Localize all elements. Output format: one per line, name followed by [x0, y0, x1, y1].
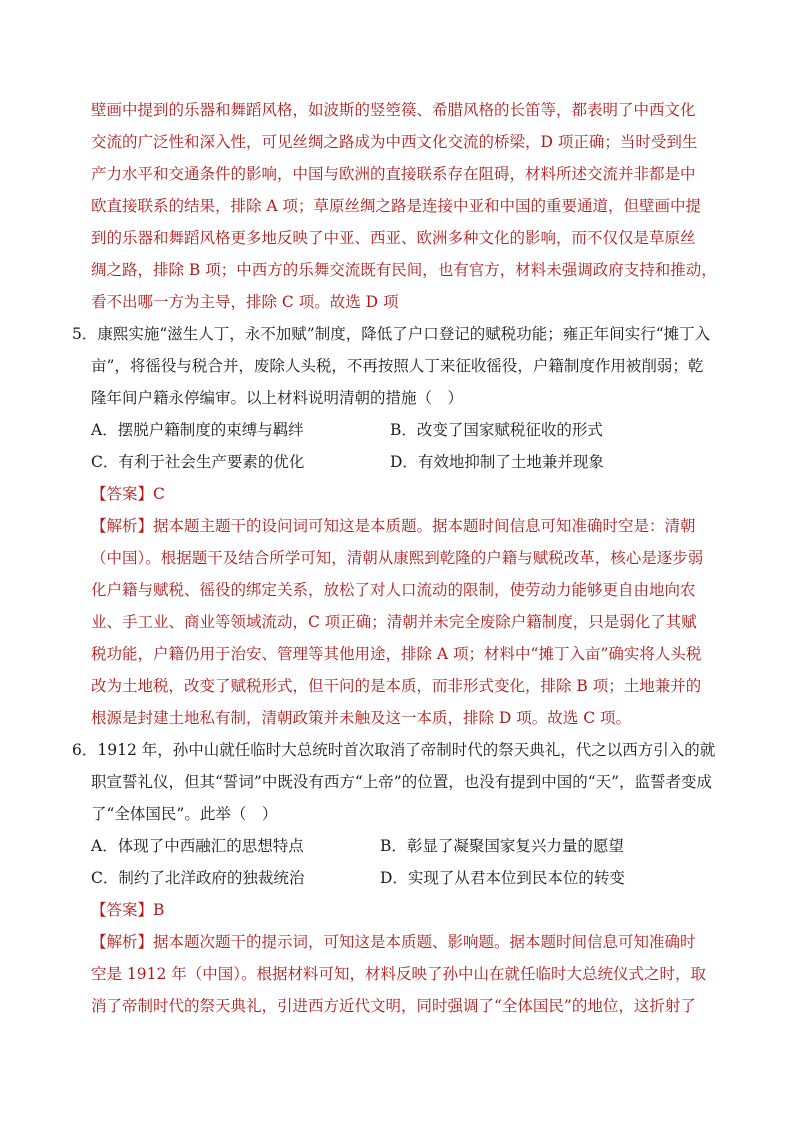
q6-answer: 【答案】B — [91, 901, 165, 919]
q5-stem-line: 隆年间户籍永停编审。以上材料说明清朝的措施（ ） — [91, 389, 464, 407]
q6-stem-line: 职宣誓礼仪，但其“誓词”中既没有西方“上帝”的位置，也没有提到中国的“天”，监誓者变成 — [91, 773, 713, 791]
explanation-line: 壁画中提到的乐器和舞蹈风格，如波斯的竖箜篌、希腊风格的长笛等，都表明了中西文化 — [91, 101, 696, 119]
q5-analysis-line: （中国）。根据题干及结合所学可知，清朝从康熙到乾隆的户籍与赋税改革，核心是逐步弱 — [91, 549, 704, 567]
q6-option-b: B．彰显了凝聚国家复兴力量的愿望 — [380, 837, 624, 855]
q5-analysis-line: 根源是封建土地私有制，清朝政策并未触及这一本质，排除 D 项。故选 C 项。 — [91, 709, 631, 727]
q5-option-d: D．有效地抑制了土地兼并现象 — [390, 453, 604, 471]
explanation-line: 产力水平和交通条件的影响，中国与欧洲的直接联系存在阻碍，材料所述交流并非都是中 — [91, 165, 696, 183]
q6-option-a: A．体现了中西融汇的思想特点 — [91, 837, 304, 855]
explanation-line: 绸之路，排除 B 项；中西方的乐舞交流既有民间，也有官方，材料未强调政府支持和推动， — [91, 261, 717, 279]
q5-analysis-line: 业、手工业、商业等领域流动，C 项正确；清朝并未完全废除户籍制度，只是弱化了其赋 — [91, 613, 697, 631]
q5-stem-line: 5．康熙实施“滋生人丁，永不加赋”制度，降低了户口登记的赋税功能；雍正年间实行“摊丁入 — [72, 325, 711, 343]
q6-stem-line: 了“全体国民”。此举（ ） — [91, 805, 278, 823]
q6-analysis-line: 空是 1912 年（中国）。根据材料可知，材料反映了孙中山在就任临时大总统仪式之时，取 — [91, 965, 707, 983]
q5-analysis-line: 【解析】据本题主题干的设问词可知这是本质题。据本题时间信息可知准确时空是：清朝 — [91, 517, 696, 535]
q6-option-d: D．实现了从君本位到民本位的转变 — [380, 869, 625, 887]
q5-option-c: C．有利于社会生产要素的优化 — [91, 453, 305, 471]
q5-option-a: A．摆脱户籍制度的束缚与羁绊 — [91, 421, 304, 439]
q5-answer: 【答案】C — [91, 485, 165, 503]
q5-option-b: B．改变了国家赋税征收的形式 — [390, 421, 603, 439]
explanation-line: 欧直接联系的结果，排除 A 项；草原丝绸之路是连接中亚和中国的重要通道，但壁画中提 — [91, 197, 702, 215]
q5-analysis-line: 化户籍与赋税、徭役的绑定关系，放松了对人口流动的限制，使劳动力能够更自由地向农 — [91, 581, 696, 599]
explanation-line: 交流的广泛性和深入性，可见丝绸之路成为中西文化交流的桥梁，D 项正确；当时受到生 — [91, 133, 698, 151]
q6-stem-line: 6．1912 年，孙中山就任临时大总统时首次取消了帝制时代的祭天典礼，代之以西方引入的就 — [72, 741, 716, 759]
q6-option-c: C．制约了北洋政府的独裁统治 — [91, 869, 305, 887]
q6-analysis-line: 消了帝制时代的祭天典礼，引进西方近代文明，同时强调了“全体国民”的地位，这折射了 — [91, 997, 696, 1015]
q5-analysis-line: 税功能，户籍仍用于治安、管理等其他用途，排除 A 项；材料中“摊丁入亩”确实将人头税 — [91, 645, 702, 663]
explanation-line: 看不出哪一方为主导，排除 C 项。故选 D 项 — [91, 293, 399, 311]
q6-analysis-line: 【解析】据本题次题干的提示词，可知这是本质题、影响题。据本题时间信息可知准确时 — [91, 933, 696, 951]
q5-stem-line: 亩”，将徭役与税合并，废除人头税，不再按照人丁来征收徭役，户籍制度作用被削弱；乾 — [91, 357, 704, 375]
q5-analysis-line: 改为土地税，改变了赋税形式，但干问的是本质，而非形式变化，排除 B 项；土地兼并的 — [91, 677, 702, 695]
explanation-line: 到的乐器和舞蹈风格更多地反映了中亚、西亚、欧洲多种文化的影响，而不仅仅是草原丝 — [91, 229, 696, 247]
